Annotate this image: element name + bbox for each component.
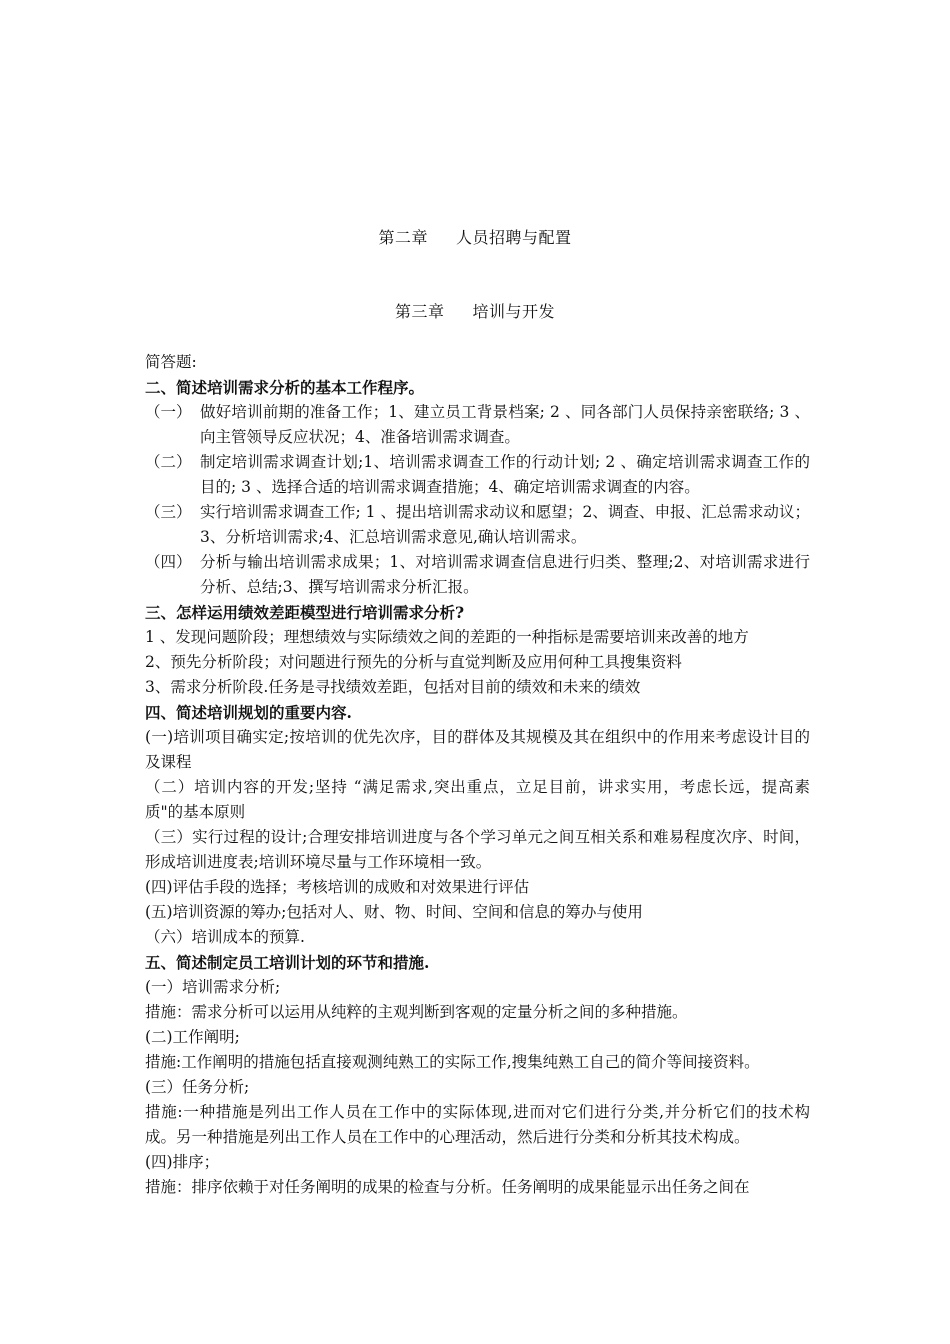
- chapter-3-title: 培训与开发: [472, 302, 556, 321]
- item-number: （四）: [145, 553, 192, 571]
- item-number: （二）: [145, 453, 192, 471]
- question-5-para-6: 措施:一种措施是列出工作人员在工作中的实际体现,进而对它们进行分类,并分析它们的技术构成。另一种措施是列出工作人员在工作中的心理活动，然后进行分类和分析其技术构成。: [145, 1103, 810, 1146]
- question-5-para-3: (二)工作阐明;: [145, 1028, 240, 1046]
- question-5-para-8: 措施：排序依赖于对任务阐明的成果的检查与分析。任务阐明的成果能显示出任务之间在: [145, 1178, 750, 1196]
- item-text: 做好培训前期的准备工作；1、建立员工背景档案; 2 、同各部门人员保持亲密联络; 3 、向主管领导反应状况；4、准备培训需求调查。: [200, 403, 810, 446]
- question-3-line-2: 2、预先分析阶段；对问题进行预先的分析与直觉判断及应用何种工具搜集资料: [145, 653, 682, 671]
- item-text: 制定培训需求调查计划;1、培训需求调查工作的行动计划; 2 、确定培训需求调查工作的目的; 3 、选择合适的培训需求调查措施；4、确定培训需求调查的内容。: [200, 453, 810, 496]
- question-2-item-3: [145, 500, 810, 550]
- document-body: [145, 350, 810, 1200]
- question-3-title: 三、怎样运用绩效差距模型进行培训需求分析?: [145, 603, 465, 622]
- chapter-2-number: 第二章: [378, 228, 428, 247]
- question-5-para-1: (一）培训需求分析;: [145, 978, 281, 996]
- question-5-para-4: 措施:工作阐明的措施包括直接观测纯熟工的实际工作,搜集纯熟工自己的简介等间接资料。: [145, 1053, 760, 1071]
- question-3-line-3: 3、需求分析阶段.任务是寻找绩效差距，包括对目前的绩效和未来的绩效: [145, 678, 641, 696]
- chapter-2-title: 人员招聘与配置: [456, 228, 572, 247]
- section-label: 简答题:: [145, 353, 197, 371]
- question-2-item-2: [145, 450, 810, 500]
- item-text: 分析与输出培训需求成果；1、对培训需求调查信息进行归类、整理;2、对培训需求进行分析、总结;3、撰写培训需求分析汇报。: [200, 553, 810, 596]
- question-4-para-3: （三）实行过程的设计;合理安排培训进度与各个学习单元之间互相关系和难易程度次序、时间，形成培训进度表;培训环境尽量与工作环境相一致。: [145, 828, 810, 871]
- question-5-para-2: 措施：需求分析可以运用从纯粹的主观判断到客观的定量分析之间的多种措施。: [145, 1003, 688, 1021]
- question-3-line-1: 1 、发现问题阶段；理想绩效与实际绩效之间的差距的一种指标是需要培训来改善的地方: [145, 628, 749, 646]
- question-5-title: 五、简述制定员工培训计划的环节和措施.: [145, 953, 430, 972]
- question-2-item-1: [145, 400, 810, 450]
- item-number: （一）: [145, 403, 192, 421]
- question-4-title: 四、简述培训规划的重要内容.: [145, 703, 352, 722]
- item-number: （三）: [145, 503, 192, 521]
- question-4-para-5: (五)培训资源的筹办;包括对人、财、物、时间、空间和信息的筹办与使用: [145, 903, 643, 921]
- chapter-2-heading: [0, 228, 950, 248]
- question-4-para-6: （六）培训成本的预算.: [145, 928, 305, 946]
- question-2-title: 二、简述培训需求分析的基本工作程序。: [145, 378, 425, 397]
- question-5-para-5: (三）任务分析;: [145, 1078, 250, 1096]
- chapter-3-number: 第三章: [394, 302, 445, 321]
- chapter-3-heading: [0, 302, 950, 322]
- item-text: 实行培训需求调查工作; 1 、提出培训需求动议和愿望；2、调查、申报、汇总需求动议；3、分析培训需求;4、汇总培训需求意见,确认培训需求。: [200, 503, 810, 546]
- question-5-para-7: (四)排序；: [145, 1153, 220, 1171]
- question-2-item-4: [145, 550, 810, 600]
- question-4-para-4: (四)评估手段的选择；考核培训的成败和对效果进行评估: [145, 878, 530, 896]
- question-4-para-1: (一)培训项目确实定;按培训的优先次序，目的群体及其规模及其在组织中的作用来考虑设计目的及课程: [145, 728, 810, 771]
- question-4-para-2: （二）培训内容的开发;坚持 “满足需求,突出重点，立足目前，讲求实用，考虑长远，提高素质"的基本原则: [145, 778, 810, 821]
